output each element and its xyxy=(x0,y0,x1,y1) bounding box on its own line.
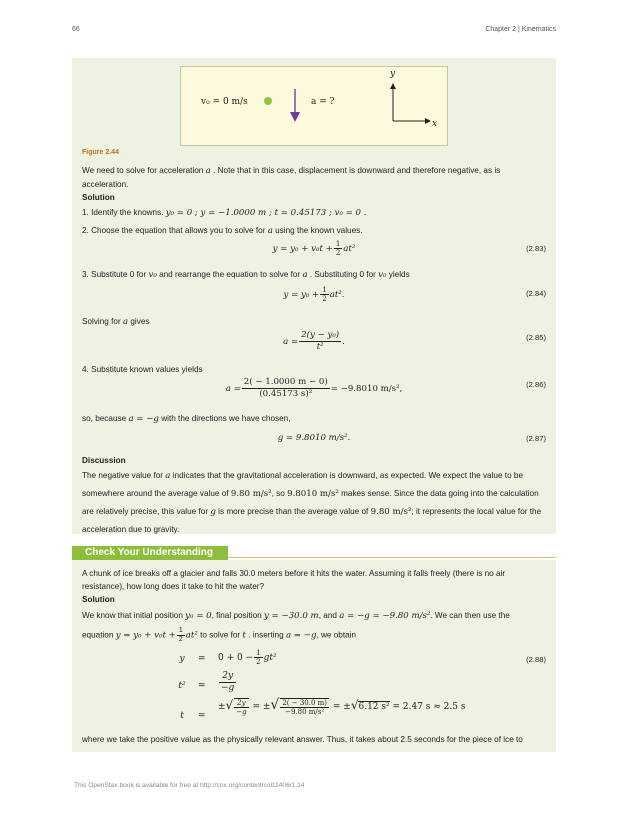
footer-text: This OpenStax book is available for free at http://cnx.org/content/col11406/1.14 xyxy=(74,782,305,789)
figure-2-44 xyxy=(180,66,448,146)
chapter-title: Chapter 2 | Kinematics xyxy=(485,26,556,33)
step-3: 3. Substitute 0 for v₀ and rearrange the equation to solve for a . Substituting 0 for v₀ yields xyxy=(82,270,410,280)
check-your-understanding-tab: Check Your Understanding xyxy=(72,546,228,560)
cyu-line-2: equation y = y₀ + v₀t + $\frac{1}{2}$ at² to solve for t . inserting a = −g, we obtain xyxy=(82,627,357,643)
eq288-row2-rhs: $\frac{2y}{-g}$ xyxy=(221,671,235,693)
y-axis-label: y xyxy=(390,69,396,79)
cyu-solution-heading: Solution xyxy=(82,595,115,604)
eq-number-2-87: (2.87) xyxy=(526,434,546,443)
figure-caption: Figure 2.44 xyxy=(82,149,119,156)
eq288-row3-eq: = xyxy=(198,711,206,721)
eq-number-2-85: (2.85) xyxy=(526,333,546,342)
discussion-heading: Discussion xyxy=(82,456,126,465)
eq288-row1-lhs: y xyxy=(179,654,185,664)
eq-number-2-88: (2.88) xyxy=(526,655,546,664)
eq-number-2-83: (2.83) xyxy=(526,244,546,253)
eq288-row1-eq: = xyxy=(198,654,206,664)
equation-2-83: y = y₀ + v₀t + $\frac{1}{2}$ at² xyxy=(272,240,356,257)
step-2: 2. Choose the equation that allows you to solve for a using the known values. xyxy=(82,226,363,236)
eq-number-2-86: (2.86) xyxy=(526,380,546,389)
so-line: so, because a = −g with the directions we have chosen, xyxy=(82,414,291,424)
eq288-row3-rhs: ±√ $\frac{2y}{-g}$ = ±√ $\frac{2( - 30.0 m)}{\text{−9.80 m/s²}}$ = ±√6.12 s² = 2.47 s ≈ 2.5 s xyxy=(218,697,466,716)
equation-2-87: g = 9.8010 m/s². xyxy=(277,433,351,443)
ball-icon xyxy=(264,97,272,105)
solution-heading: Solution xyxy=(82,193,115,202)
equation-2-84: y = y₀ + $\frac{1}{2}$ at². xyxy=(283,286,345,303)
y-axis-arrow xyxy=(390,83,396,89)
solving-line: Solving for a gives xyxy=(82,317,150,327)
x-axis-arrow xyxy=(425,118,431,124)
equation-2-85: a = $\frac{\text{2(y − y₀)}}{\text{t²}}$ . xyxy=(283,330,345,352)
discussion-paragraph: The negative value for a indicates that the gravitational acceleration is downward, as expected. We expect the value to be somewhere around the average value of 9.80 m/s², so 9.8010 m/s² makes sense. Since the data going into the calculation are relatively precise, this value for g is more precise than the average value of 9.80 m/s²; it represents the local value for the acceleration due to gravity. xyxy=(82,471,542,534)
cyu-problem: A chunk of ice breaks off a glacier and falls 30.0 meters before it hits the water. Assuming it falls freely (there is no air resistance), how long does it take to hit the water? xyxy=(82,569,506,591)
eq288-row1-rhs: 0 + 0 − $\frac{1}{2}$ gt² xyxy=(218,649,277,666)
check-your-understanding-box xyxy=(72,560,556,752)
eq288-row2-lhs: t² xyxy=(178,681,186,691)
section-rule xyxy=(228,557,556,558)
a-label: a = ? xyxy=(311,97,335,107)
down-arrow-head xyxy=(290,112,300,122)
eq288-row2-eq: = xyxy=(198,681,206,691)
intro-paragraph: We need to solve for acceleration a . Note that in this case, displacement is downward and therefore negative, as is acceleration. xyxy=(82,166,501,189)
page-number: 66 xyxy=(72,26,80,33)
x-axis-label: x xyxy=(432,119,438,129)
step-1: 1. Identify the knowns. y₀ = 0 ; y = −1.0000 m ; t = 0.45173 ; v₀ = 0 . xyxy=(82,208,367,218)
eq-number-2-84: (2.84) xyxy=(526,289,546,298)
cyu-line-1: We know that initial position y₀ = 0, final position y = −30.0 m, and a = −g = −9.80 m/s². We can then use the xyxy=(82,611,510,621)
cyu-last-line: where we take the positive value as the physically relevant answer. Thus, it takes about 2.5 seconds for the piece of ice to xyxy=(82,735,523,744)
v0-label: v₀ = 0 m/s xyxy=(201,97,248,107)
step-4: 4. Substitute known values yields xyxy=(82,365,203,374)
example-box xyxy=(72,58,556,534)
eq288-row3-lhs: t xyxy=(180,711,184,721)
equation-2-86: a = $\frac{2( - 1.0000 m - 0)}{\text{(0.45173 s)²}}$ = −9.8010 m/s², xyxy=(225,377,403,399)
